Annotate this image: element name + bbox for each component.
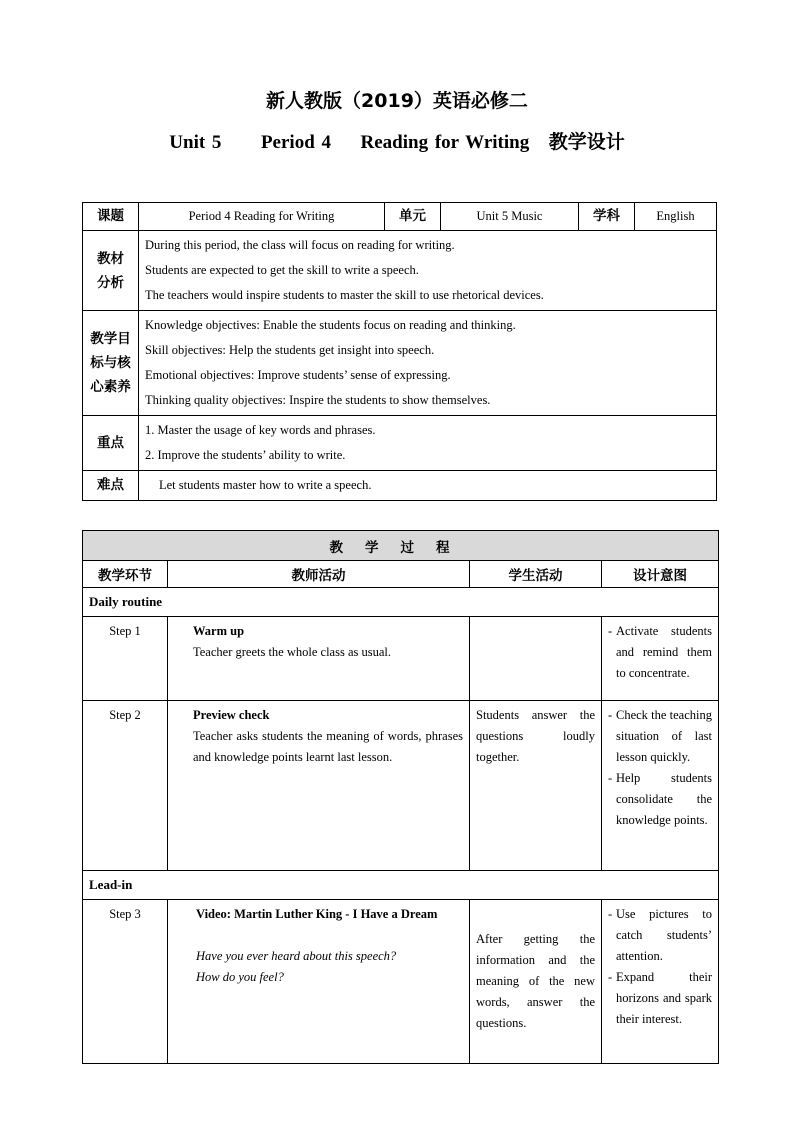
student-activity xyxy=(470,617,602,701)
label-ketimu: 课题 xyxy=(83,203,139,231)
document-subtitle xyxy=(0,127,794,154)
label-objectives: 教学目标与核心素养 xyxy=(83,311,139,416)
design-point: Check the teaching situation of last lesson quickly. xyxy=(616,708,712,764)
step-label: Step 1 xyxy=(83,617,168,701)
design-point: Activate students and remind them to concentrate. xyxy=(616,624,712,680)
process-header: 教学过程 xyxy=(83,531,719,561)
teacher-activity xyxy=(168,617,470,701)
section-daily-routine: Daily routine xyxy=(83,588,719,617)
col-student-header: 学生活动 xyxy=(470,561,602,588)
design-point: Expand their horizons and spark their interest. xyxy=(616,970,712,1026)
student-activity: Students answer the questions loudly together. xyxy=(470,701,602,871)
label-key: 重点 xyxy=(83,416,139,471)
analysis-line: During this period, the class will focus on reading for writing. xyxy=(145,238,455,252)
teacher-activity xyxy=(168,701,470,871)
design-intent: - Use pictures to catch students’ attention. - Expand their horizons and spark their interest. xyxy=(602,900,719,1064)
value-unit: Unit 5 Music xyxy=(441,203,579,231)
objective-line: Thinking quality objectives: Inspire the students to show themselves. xyxy=(145,393,491,407)
design-point: Help students consolidate the knowledge points. xyxy=(616,771,712,827)
label-subject: 学科 xyxy=(579,203,635,231)
label-unit: 单元 xyxy=(385,203,441,231)
subtitle-cn: 教学设计 xyxy=(548,131,625,153)
activity-title: Video: Martin Luther King - I Have a Dream xyxy=(196,907,438,921)
key-line: 2. Improve the students’ ability to write. xyxy=(145,448,346,462)
section-lead-in: Lead-in xyxy=(83,871,719,900)
col-design-header: 设计意图 xyxy=(602,561,719,588)
key-line: 1. Master the usage of key words and phrases. xyxy=(145,423,376,437)
subtitle-period: Period 4 xyxy=(260,132,332,153)
objectives-text xyxy=(139,311,717,416)
step-label: Step 2 xyxy=(83,701,168,871)
activity-question: How do you feel? xyxy=(196,970,284,984)
document-title: 新人教版（2019）英语必修二 xyxy=(266,90,528,112)
label-difficult: 难点 xyxy=(83,471,139,501)
design-intent: - Check the teaching situation of last lesson quickly. - Help students consolidate the knowledge points. xyxy=(602,701,719,871)
objective-line: Emotional objectives: Improve students’ sense of expressing. xyxy=(145,368,451,382)
step-label: Step 3 xyxy=(83,900,168,1064)
teacher-activity xyxy=(168,900,470,1064)
design-point: Use pictures to catch students’ attention. xyxy=(616,907,712,963)
objective-line: Skill objectives: Help the students get insight into speech. xyxy=(145,343,435,357)
col-stage-header: 教学环节 xyxy=(83,561,168,588)
activity-text: Teacher asks students the meaning of words, phrases and knowledge points learnt last lesson. xyxy=(193,729,463,764)
activity-text: Teacher greets the whole class as usual. xyxy=(193,645,392,659)
analysis-line: Students are expected to get the skill to write a speech. xyxy=(145,263,419,277)
subtitle-topic: Reading for Writing xyxy=(360,132,530,153)
value-ketimu: Period 4 Reading for Writing xyxy=(139,203,385,231)
analysis-line: The teachers would inspire students to master the skill to use rhetorical devices. xyxy=(145,288,544,302)
info-table xyxy=(82,202,717,501)
process-table xyxy=(82,530,719,1064)
activity-question: Have you ever heard about this speech? xyxy=(196,949,397,963)
activity-title: Warm up xyxy=(193,624,245,638)
design-intent: - Activate students and remind them to concentrate. xyxy=(602,617,719,701)
label-analysis: 教材分析 xyxy=(83,231,139,311)
difficult-text: Let students master how to write a speech. xyxy=(139,471,717,501)
subtitle-unit: Unit 5 xyxy=(169,132,222,153)
analysis-text xyxy=(139,231,717,311)
student-activity: After getting the information and the meaning of the new words, answer the questions. xyxy=(470,900,602,1064)
objective-line: Knowledge objectives: Enable the students focus on reading and thinking. xyxy=(145,318,516,332)
key-text xyxy=(139,416,717,471)
value-subject: English xyxy=(635,203,717,231)
activity-title: Preview check xyxy=(193,708,270,722)
col-teacher-header: 教师活动 xyxy=(168,561,470,588)
